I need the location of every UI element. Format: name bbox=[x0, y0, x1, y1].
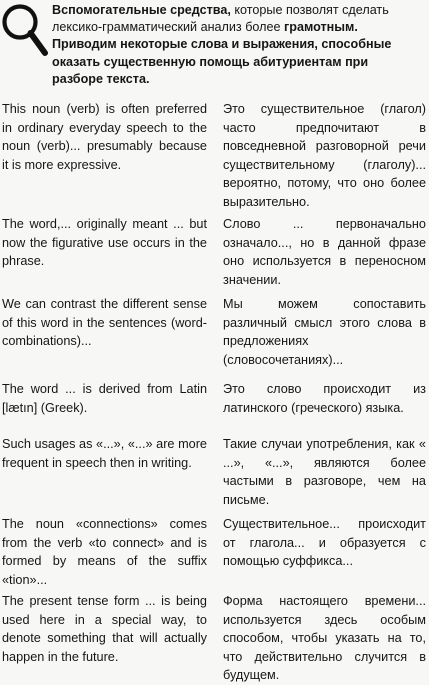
russian-translation: Форма настоящего времени... используется здесь особым способом, чтобы указать на то, что действительно случится в будущем. bbox=[223, 594, 426, 682]
russian-translation: Слово ... первоначально означало..., но в данной фразе оно используется в переносном значении. bbox=[223, 217, 426, 287]
english-phrase: The present tense form ... is being used here in a special way, to denote something that will actually happen in the future. bbox=[2, 594, 207, 664]
russian-translation: Существительное... происходит от глагола... и образуется с помощью суффикса... bbox=[223, 517, 426, 568]
intro-bold-paragraph: Приводим некоторые слова и выражения, способные оказать существенную помощь абитуриентам при разборе текста. bbox=[52, 37, 392, 86]
russian-translation: Мы можем сопоставить различный смысл этого слова в предложениях (словосочетаниях)... bbox=[223, 297, 426, 367]
russian-translation: Это слово происходит из латинского (греческого) языка. bbox=[223, 382, 426, 415]
english-phrase: The word,... originally meant ... but now the figurative use occurs in the phrase. bbox=[2, 217, 207, 268]
intro-normal-text: которые позволят сделать лексико-грамматический анализ более bbox=[52, 3, 389, 35]
english-phrase: The word ... is derived from Latin [lætın] (Greek). bbox=[2, 382, 207, 415]
intro-block bbox=[0, 0, 429, 96]
english-phrase: The noun «connections» comes from the verb «to connect» and is formed by means of the suffix «tion»... bbox=[2, 517, 207, 587]
russian-translation: Такие случаи употребления, как « ...», «...», являются более частыми в разговоре, чем на письме. bbox=[223, 437, 426, 507]
intro-bold-tail: грамотным. bbox=[284, 20, 358, 35]
english-phrase: Such usages as «...», «...» are more frequent in speech then in writing. bbox=[2, 437, 207, 470]
magnifier-icon bbox=[0, 2, 50, 58]
intro-text bbox=[52, 2, 422, 88]
english-phrase: This noun (verb) is often preferred in ordinary everyday speech to the noun (verb)... presumably because it is more expressive. bbox=[2, 102, 207, 172]
english-phrase: We can contrast the different sense of this word in the sentences (word-combinations)... bbox=[2, 297, 207, 348]
intro-bold-lead: Вспомогательные средства, bbox=[52, 3, 231, 17]
russian-translation: Это существительное (глагол) часто предпочитают в повседневной разговорной речи существительному (глаголу)... вероятно, потому, что оно более выразительно. bbox=[223, 102, 426, 209]
